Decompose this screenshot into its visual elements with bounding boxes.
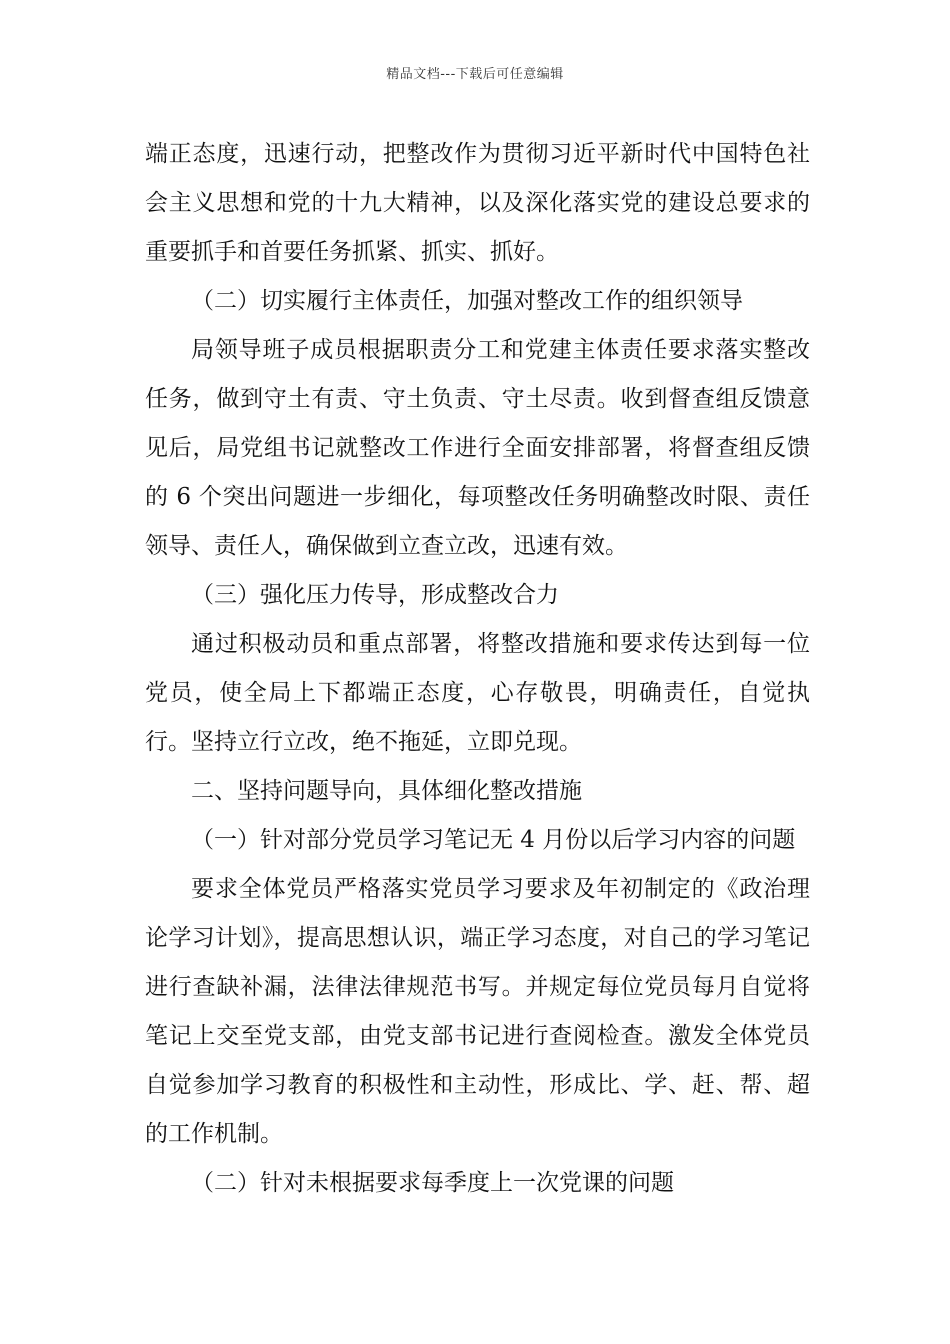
paragraph: 局领导班子成员根据职责分工和党建主体责任要求落实整改任务，做到守土有责、守土负责、守土尽责。收到督查组反馈意见后，局党组书记就整改工作进行全面安排部署，将督查组反馈的 6 个突出问题进一步细化，每项整改任务明确整改时限、责任领导、责任人，确保做到立查立改，迅速有效。: [145, 337, 810, 559]
section-heading: （二）针对未根据要求每季度上一次党课的问题: [191, 1170, 674, 1196]
section-heading: （三）强化压力传导，形成整改合力: [191, 582, 559, 608]
paragraph: 通过积极动员和重点部署，将整改措施和要求传达到每一位党员，使全局上下都端正态度，心存敬畏，明确责任，自觉执行。坚持立行立改，绝不拖延，立即兑现。: [145, 631, 810, 755]
page-header: 精品文档---下载后可任意编辑: [386, 67, 564, 82]
paragraph-continuation: 端正态度，迅速行动，把整改作为贯彻习近平新时代中国特色社会主义思想和党的十九大精神，以及深化落实党的建设总要求的重要抓手和首要任务抓紧、抓实、抓好。: [145, 141, 810, 265]
paragraph: 要求全体党员严格落实党员学习要求及年初制定的《政治理论学习计划》，提高思想认识，端正学习态度，对自己的学习笔记进行查缺补漏，法律法律规范书写。并规定每位党员每月自觉将笔记上交至党支部，由党支部书记进行查阅检查。激发全体党员自觉参加学习教育的积极性和主动性，形成比、学、赶、帮、超的工作机制。: [145, 876, 810, 1147]
section-heading: （二）切实履行主体责任，加强对整改工作的组织领导: [191, 288, 743, 314]
document-body: [145, 130, 810, 1208]
section-heading: （一）针对部分党员学习笔记无 4 月份以后学习内容的问题: [191, 827, 796, 853]
chapter-heading: 二、坚持问题导向，具体细化整改措施: [191, 778, 582, 804]
